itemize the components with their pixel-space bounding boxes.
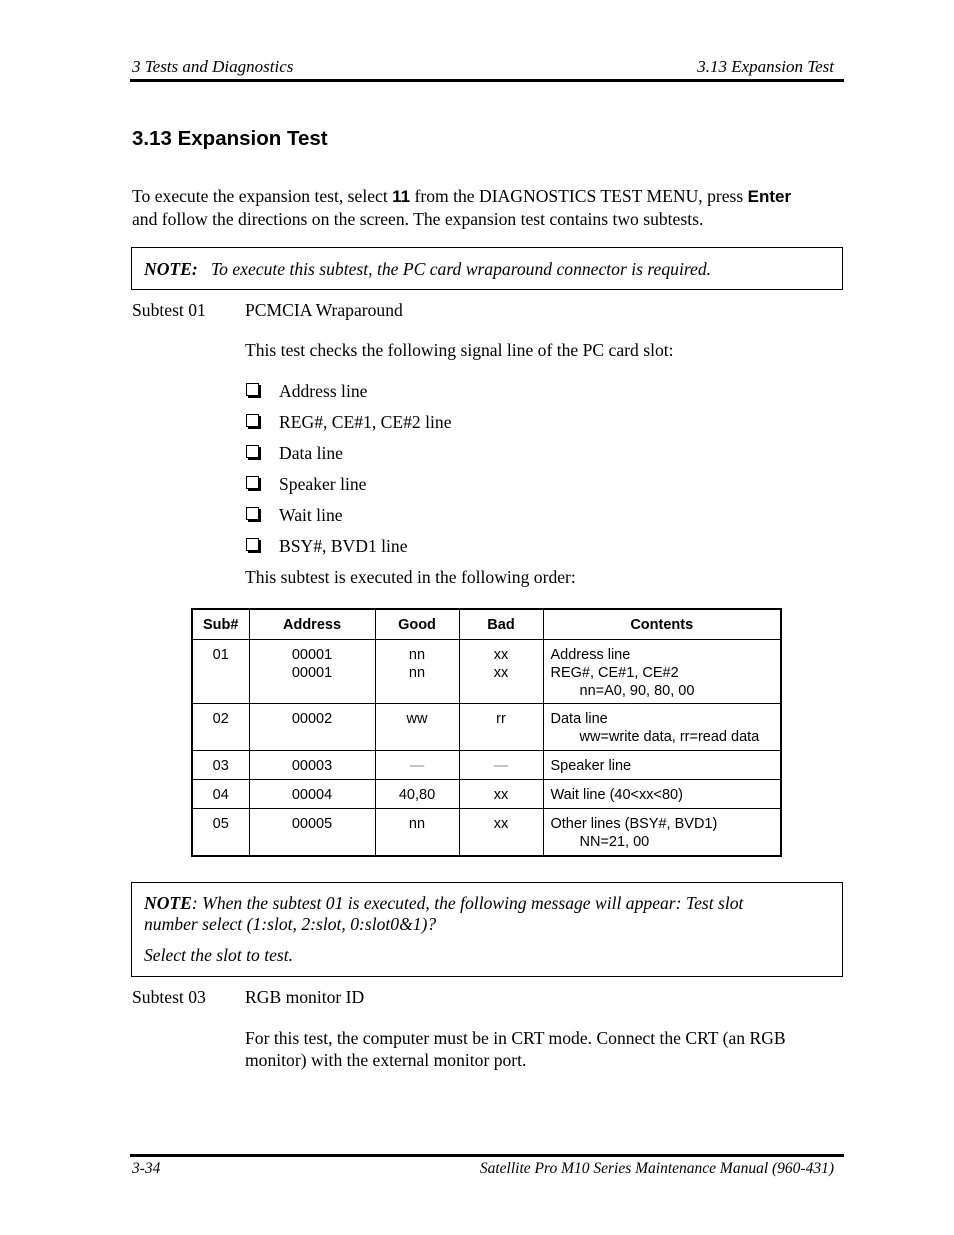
checklist-item: Speaker line [245,474,366,495]
cell-contents: Wait line (40<xx<80) [543,780,781,809]
intro-paragraph: To execute the expansion test, select 11 from the DIAGNOSTICS TEST MENU, press Enter and follow the directions on the screen. The expansion test contains two subtests. [132,186,792,229]
checkbox-icon [246,507,259,520]
checkbox-icon [246,445,259,458]
cell-bad: — [459,751,543,780]
subtest03-description: For this test, the computer must be in CRT mode. Connect the CRT (an RGB monitor) with the external monitor port. [245,1028,786,1070]
cell-good: nn nn [375,640,459,704]
checklist-item: BSY#, BVD1 line [245,536,408,557]
cell-address: 00003 [249,751,375,780]
manual-title: Satellite Pro M10 Series Maintenance Manual (960-431) [479,1160,834,1177]
cell-sub: 03 [192,751,249,780]
checkbox-icon [246,538,259,551]
page-number: 3-34 [132,1160,161,1177]
note-label: NOTE [144,893,192,913]
cell-address: 00001 00001 [249,640,375,704]
cell-good: ww [375,704,459,751]
column-header: Sub# [192,609,249,640]
cell-sub: 04 [192,780,249,809]
table-row [192,704,781,751]
column-header: Good [375,609,459,640]
checklist-item: Data line [245,443,343,464]
note-text: To execute this subtest, the PC card wraparound connector is required. [210,259,712,279]
subtest01-name: PCMCIA Wraparound [245,300,403,320]
table-row [192,640,781,704]
cell-sub: 02 [192,704,249,751]
cell-contents: Data line ww=write data, rr=read data [543,704,781,751]
checkbox-icon [246,476,259,489]
subtest01-label: Subtest 01 [132,300,206,320]
table-row [192,809,781,856]
checkbox-icon [246,414,259,427]
subtest03-label: Subtest 03 [132,987,206,1007]
note-box-slot-select: NOTE: When the subtest 01 is executed, the following message will appear: Test slot number select (1:slot, 2:slot, 0:slot0&1)? Select the slot to test. [131,882,843,977]
checklist-item: REG#, CE#1, CE#2 line [245,412,452,433]
cell-good: 40,80 [375,780,459,809]
subtest03-name: RGB monitor ID [245,987,365,1007]
cell-address: 00002 [249,704,375,751]
cell-good: — [375,751,459,780]
checkbox-icon [246,383,259,396]
cell-contents: Other lines (BSY#, BVD1) NN=21, 00 [543,809,781,856]
running-header-left: 3 Tests and Diagnostics [132,57,294,76]
cell-address: 00004 [249,780,375,809]
table-header-row [192,609,781,640]
section-title: 3.13 Expansion Test [132,127,328,150]
cell-bad: rr [459,704,543,751]
checklist-item: Address line [245,381,367,402]
cell-contents: Speaker line [543,751,781,780]
subtest-order-table [191,608,782,857]
cell-address: 00005 [249,809,375,856]
cell-sub: 01 [192,640,249,704]
running-header-right: 3.13 Expansion Test [697,57,834,76]
column-header: Contents [543,609,781,640]
column-header: Bad [459,609,543,640]
subtest01-description: This test checks the following signal line of the PC card slot: [245,340,674,360]
footer-rule [130,1154,844,1157]
table-row [192,780,781,809]
cell-good: nn [375,809,459,856]
note-box-wraparound [131,247,843,290]
cell-sub: 05 [192,809,249,856]
note-label: NOTE: [144,259,198,279]
cell-bad: xx xx [459,640,543,704]
column-header: Address [249,609,375,640]
checklist-item: Wait line [245,505,343,526]
cell-bad: xx [459,809,543,856]
header-rule [130,79,844,82]
order-text: This subtest is executed in the following order: [245,567,576,587]
table-row [192,751,781,780]
cell-contents: Address line REG#, CE#1, CE#2 nn=A0, 90, 80, 00 [543,640,781,704]
cell-bad: xx [459,780,543,809]
